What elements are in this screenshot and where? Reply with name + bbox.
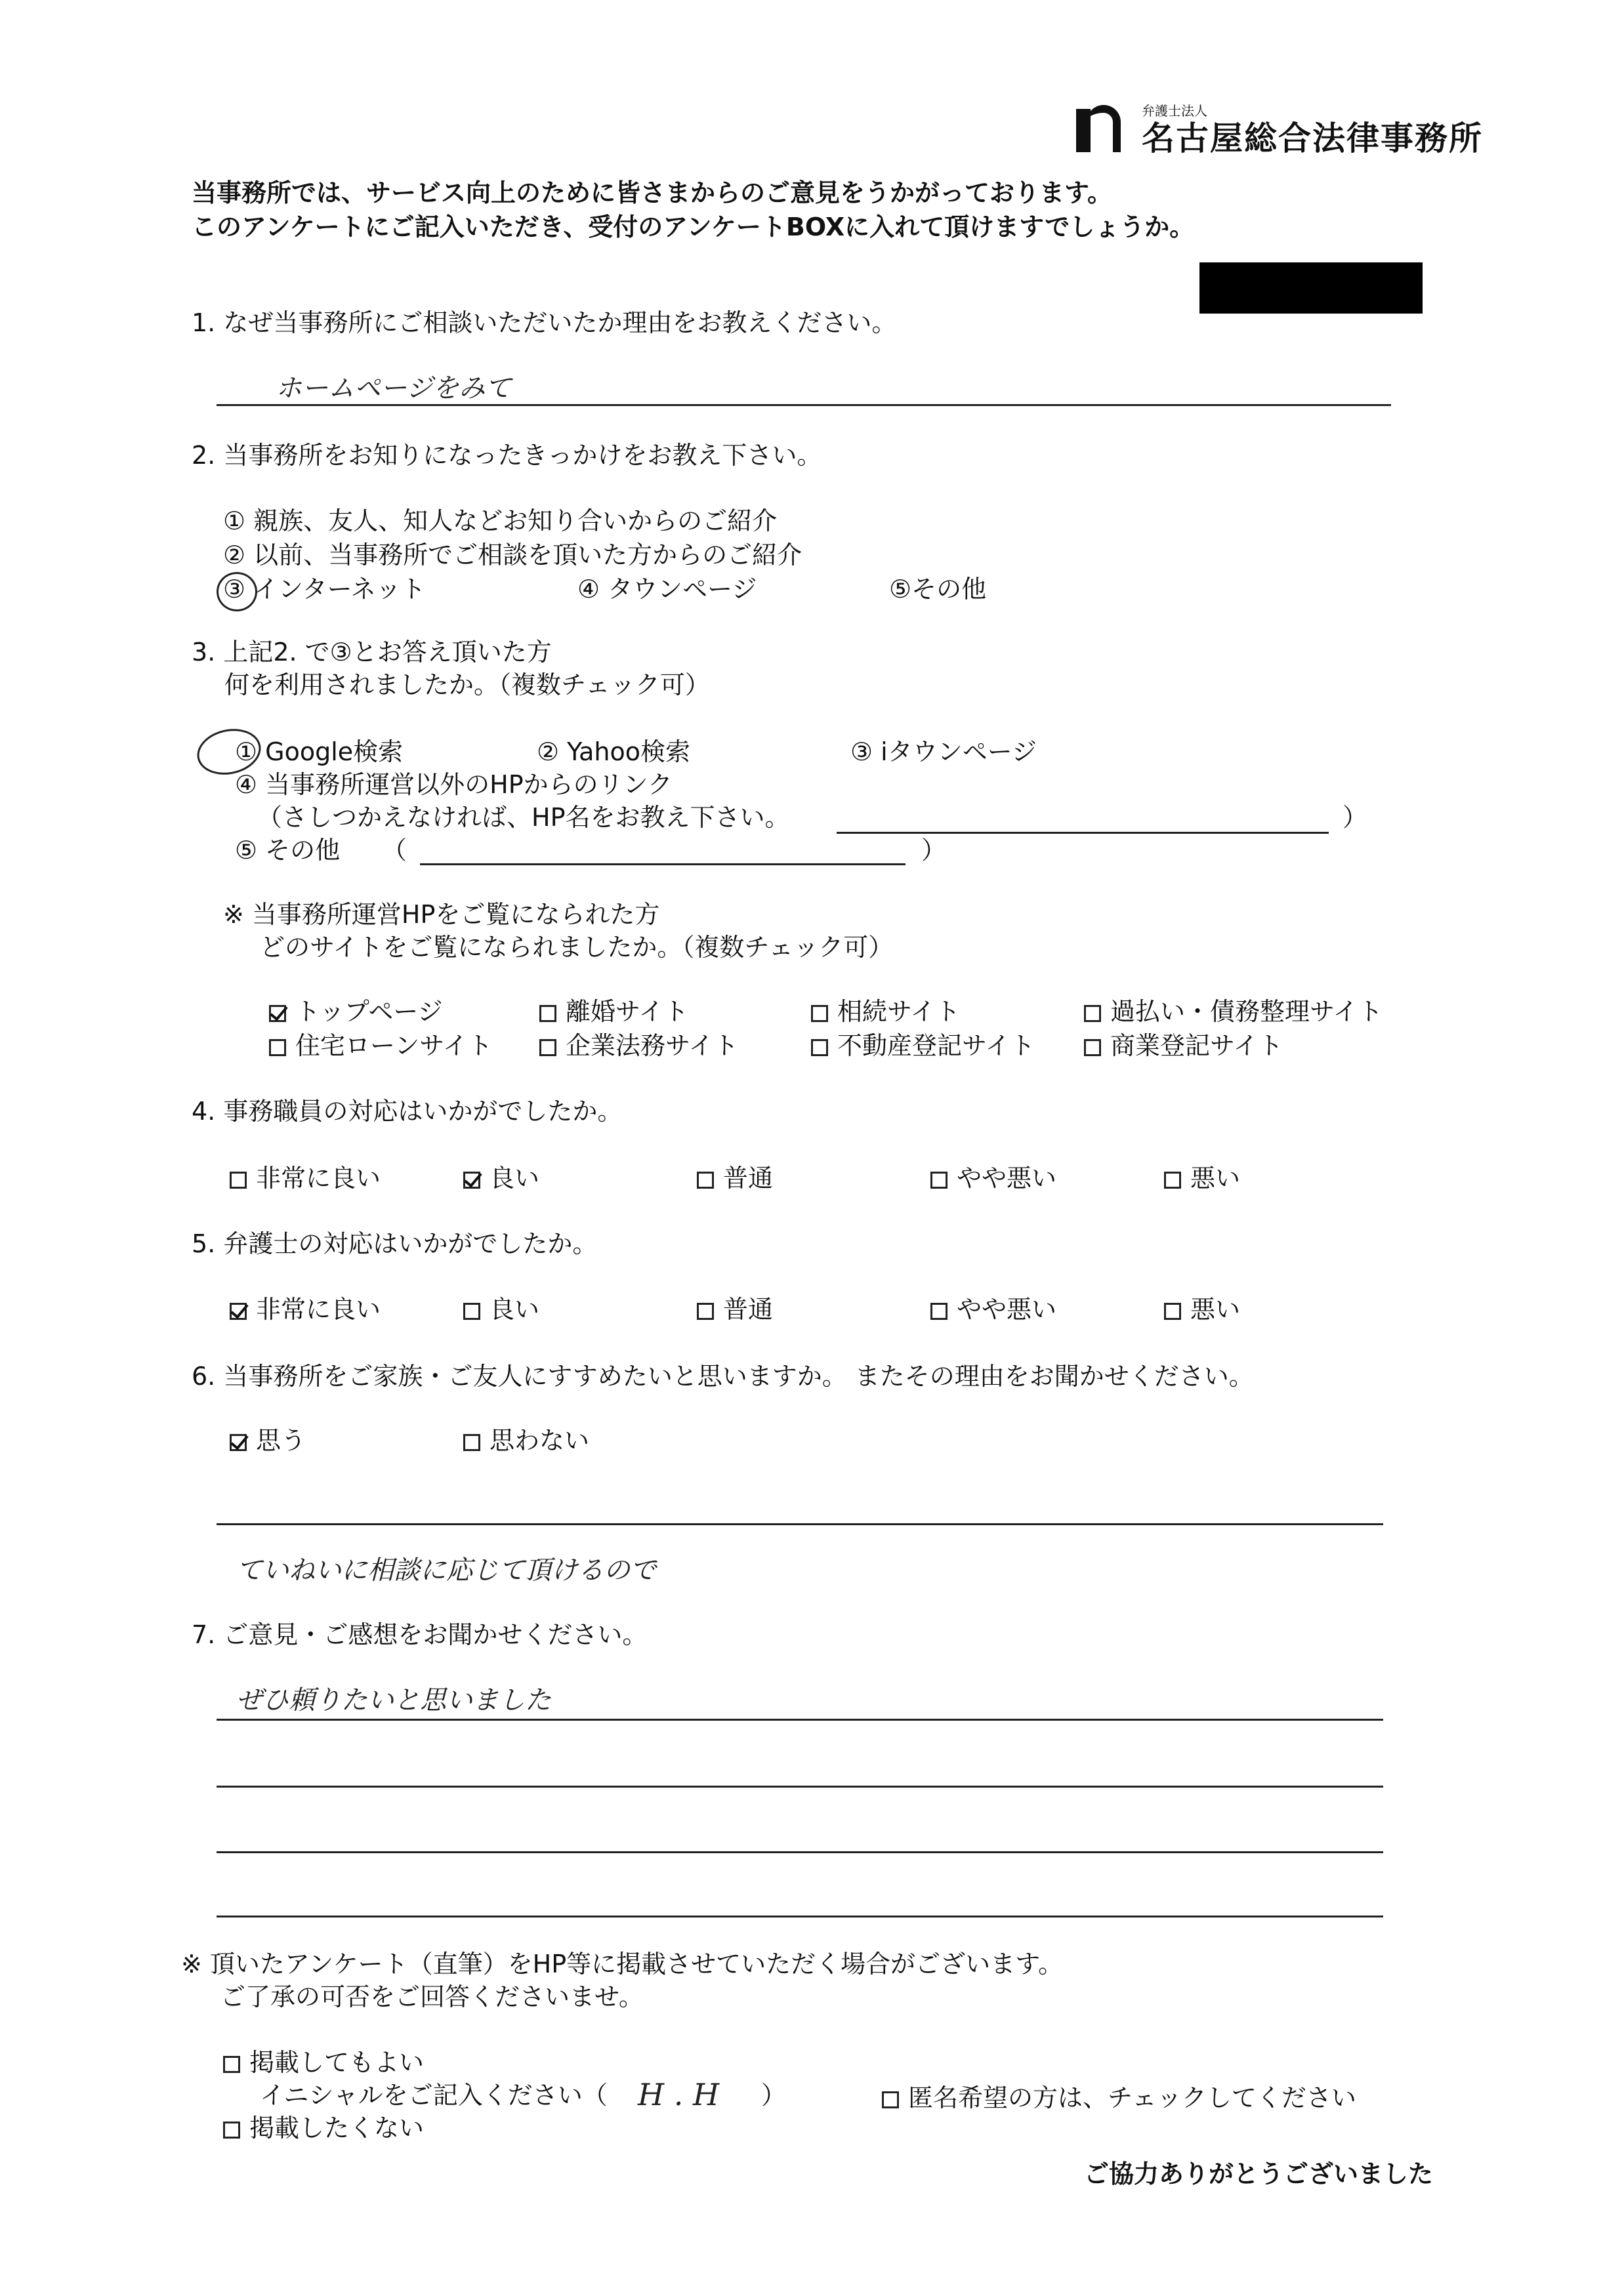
publish-note-1: ※ 頂いたアンケート（直筆）をHP等に掲載させていただく場合がございます。 — [181, 1950, 1064, 1978]
q6-option-yes[interactable]: 思う — [230, 1425, 306, 1457]
publish-ok-option[interactable]: 掲載してもよい — [223, 2047, 424, 2079]
hp-site-home-loan[interactable]: 住宅ローンサイト — [269, 1030, 493, 1062]
checkbox[interactable] — [463, 1303, 480, 1320]
publish-note-2: ご了承の可否をご回答くださいませ。 — [220, 1982, 644, 2011]
hp-site-divorce[interactable]: 離婚サイト — [539, 996, 688, 1028]
q4-question: 4. 事務職員の対応はいかがでしたか。 — [192, 1097, 623, 1126]
q3-option-4-close: ） — [1343, 803, 1368, 832]
q3-option-5-close: ） — [921, 836, 947, 865]
q7-line-3 — [217, 1851, 1383, 1853]
q3-option-5-open: （ — [382, 836, 407, 865]
checkbox[interactable] — [697, 1303, 714, 1320]
q3-option-5[interactable]: ⑤ その他 — [235, 836, 341, 865]
firm-subtitle: 弁護士法人 — [1142, 103, 1207, 119]
thanks-message: ご協力ありがとうございました — [1084, 2160, 1434, 2188]
q6-reason-answer[interactable]: ていねいに相談に応じて頂けるので — [236, 1555, 656, 1586]
q3-hp-name-line[interactable] — [837, 832, 1329, 834]
checkbox[interactable] — [882, 2091, 899, 2108]
q2-option-4[interactable]: ④ タウンページ — [577, 575, 757, 604]
q3-option-3[interactable]: ③ iタウンページ — [850, 737, 1037, 766]
q7-line-1 — [217, 1719, 1383, 1721]
intro-line-1: 当事務所では、サービス向上のために皆さまからのご意見をうかがっております。 — [192, 178, 1112, 207]
q3-question-1: 3. 上記2. で③とお答え頂いた方 — [192, 638, 552, 666]
q3-option-2[interactable]: ② Yahoo検索 — [537, 737, 690, 766]
q3-option-4[interactable]: ④ 当事務所運営以外のHPからのリンク — [235, 770, 673, 799]
checkbox-checked[interactable] — [269, 1005, 286, 1022]
checkbox[interactable] — [539, 1039, 556, 1056]
q2-selected-circle — [217, 572, 257, 611]
checkbox[interactable] — [1164, 1172, 1181, 1189]
q5-option-very-good[interactable]: 非常に良い — [230, 1294, 381, 1326]
q2-option-5[interactable]: ⑤その他 — [889, 575, 987, 604]
hp-site-top[interactable]: トップページ — [269, 996, 443, 1028]
q6-option-no[interactable]: 思わない — [463, 1425, 589, 1457]
checkbox[interactable] — [463, 1434, 480, 1451]
q4-option-good[interactable]: 良い — [463, 1162, 539, 1195]
checkbox[interactable] — [223, 2122, 240, 2139]
q2-option-2[interactable]: ② 以前、当事務所でご相談を頂いた方からのご紹介 — [223, 541, 802, 569]
q4-option-bad[interactable]: 悪い — [1164, 1162, 1240, 1195]
q1-question: 1. なぜ当事務所にご相談いただいたか理由をお教えください。 — [192, 308, 897, 337]
q3-other-line[interactable] — [420, 863, 906, 865]
checkbox[interactable] — [539, 1005, 556, 1022]
q7-line-2 — [217, 1786, 1383, 1788]
checkbox[interactable] — [811, 1005, 828, 1022]
checkbox[interactable] — [811, 1039, 828, 1056]
checkbox[interactable] — [697, 1172, 714, 1189]
firm-name: 名古屋総合法律事務所 — [1142, 119, 1483, 157]
q5-question: 5. 弁護士の対応はいかがでしたか。 — [192, 1229, 598, 1258]
hp-site-corporate[interactable]: 企業法務サイト — [539, 1030, 738, 1062]
q4-option-somewhat-bad[interactable]: やや悪い — [930, 1162, 1056, 1195]
publish-initial-value[interactable]: H . H — [638, 2077, 720, 2112]
q3-option-1[interactable]: ① Google検索 — [235, 737, 404, 766]
q2-question: 2. 当事務所をお知りになったきっかけをお教え下さい。 — [192, 441, 822, 470]
q5-option-bad[interactable]: 悪い — [1164, 1294, 1240, 1326]
redaction-box — [1199, 262, 1423, 314]
q3-question-2: 何を利用されましたか。（複数チェック可） — [224, 670, 710, 699]
q7-line-4 — [217, 1916, 1383, 1917]
hp-site-commercial[interactable]: 商業登記サイト — [1084, 1030, 1283, 1062]
checkbox[interactable] — [930, 1303, 947, 1320]
checkbox-checked[interactable] — [230, 1434, 247, 1451]
q5-option-average[interactable]: 普通 — [697, 1294, 773, 1326]
q2-option-3[interactable]: ③ インターネット — [223, 575, 426, 604]
publish-initial-prompt: イニシャルをご記入ください（ — [260, 2081, 608, 2110]
q4-option-average[interactable]: 普通 — [697, 1162, 773, 1195]
q3-option-4-note: （さしつかえなければ、HP名をお教え下さい。 — [257, 803, 790, 832]
q7-question: 7. ご意見・ご感想をお聞かせください。 — [192, 1620, 648, 1649]
hp-site-inheritance[interactable]: 相続サイト — [811, 996, 960, 1028]
q5-option-good[interactable]: 良い — [463, 1294, 539, 1326]
checkbox[interactable] — [1164, 1303, 1181, 1320]
hp-note-2: どのサイトをご覧になられましたか。（複数チェック可） — [260, 933, 894, 962]
hp-site-real-estate[interactable]: 不動産登記サイト — [811, 1030, 1035, 1062]
q1-answer-line — [217, 404, 1391, 406]
q2-option-1[interactable]: ① 親族、友人、知人などお知り合いからのご紹介 — [223, 506, 778, 535]
q7-answer[interactable]: ぜひ頼りたいと思いました — [236, 1685, 551, 1715]
checkbox[interactable] — [223, 2056, 240, 2073]
intro-line-2: このアンケートにご記入いただき、受付のアンケートBOXに入れて頂けますでしょうか。 — [192, 213, 1195, 241]
checkbox[interactable] — [1084, 1005, 1101, 1022]
q1-answer[interactable]: ホームページをみて — [276, 373, 512, 403]
q4-option-very-good[interactable]: 非常に良い — [230, 1162, 381, 1195]
q6-question: 6. 当事務所をご家族・ご友人にすすめたいと思いますか。 またその理由をお聞かせください。 — [192, 1362, 1254, 1391]
checkbox-checked[interactable] — [230, 1303, 247, 1320]
hp-note-1: ※ 当事務所運営HPをご覧になられた方 — [223, 900, 660, 929]
checkbox[interactable] — [269, 1039, 286, 1056]
q6-reason-line-1 — [217, 1523, 1383, 1525]
checkbox-checked[interactable] — [463, 1172, 480, 1189]
q5-option-somewhat-bad[interactable]: やや悪い — [930, 1294, 1056, 1326]
publish-initial-close: ） — [761, 2081, 787, 2110]
checkbox[interactable] — [930, 1172, 947, 1189]
checkbox[interactable] — [1084, 1039, 1101, 1056]
firm-logo-mark — [1076, 105, 1121, 152]
publish-anonymous-option[interactable]: 匿名希望の方は、チェックしてください — [882, 2082, 1356, 2114]
publish-ng-option[interactable]: 掲載したくない — [223, 2112, 424, 2144]
hp-site-overpayment[interactable]: 過払い・債務整理サイト — [1084, 996, 1383, 1028]
checkbox[interactable] — [230, 1172, 247, 1189]
